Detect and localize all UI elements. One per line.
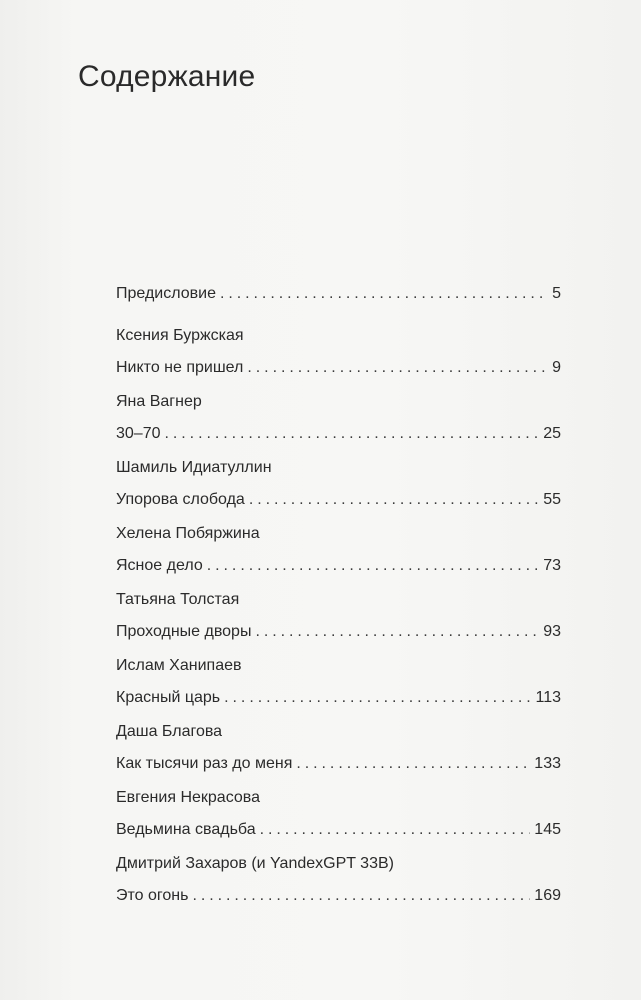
toc-page-number: 169: [534, 887, 561, 904]
dot-leader: [249, 484, 539, 516]
toc-title: Ясное дело: [116, 557, 203, 574]
toc-title: Проходные дворы: [116, 623, 252, 640]
toc-page-number: 55: [543, 491, 561, 508]
toc-line: [116, 814, 561, 846]
dot-leader: [224, 682, 531, 714]
toc-entry-preface: [116, 278, 561, 310]
dot-leader: [296, 748, 530, 780]
toc-page-number: 93: [543, 623, 561, 640]
toc-entry: [116, 452, 561, 516]
toc-line: [116, 418, 561, 450]
toc-author: Яна Вагнер: [116, 393, 202, 410]
toc-title: Никто не пришел: [116, 359, 244, 376]
toc-entry: [116, 782, 561, 846]
toc-page-number: 9: [552, 359, 561, 376]
toc-line: [116, 748, 561, 780]
dot-leader: [220, 278, 548, 310]
toc-title: Упорова слобода: [116, 491, 245, 508]
dot-leader: [165, 418, 540, 450]
toc-entry: [116, 518, 561, 582]
toc-line: [116, 616, 561, 648]
toc-title: Красный царь: [116, 689, 221, 706]
toc-line: [116, 278, 561, 310]
toc-page-number: 73: [543, 557, 561, 574]
toc-line: [116, 550, 561, 582]
toc-entry: [116, 320, 561, 384]
toc-page-number: 133: [534, 755, 561, 772]
toc-line: [116, 880, 561, 912]
toc-author: Шамиль Идиатуллин: [116, 459, 272, 476]
toc-entry: [116, 848, 561, 912]
dot-leader: [192, 880, 530, 912]
toc-line: [116, 484, 561, 516]
toc-title: Как тысячи раз до меня: [116, 755, 293, 772]
toc-author: Евгения Некрасова: [116, 789, 260, 806]
toc-title: Ведьмина свадьба: [116, 821, 256, 838]
toc-title: Это огонь: [116, 887, 189, 904]
toc-author: Ксения Буржская: [116, 327, 244, 344]
dot-leader: [255, 616, 539, 648]
toc-author: Хелена Побяржина: [116, 525, 260, 542]
page-title: Содержание: [78, 60, 256, 93]
toc-page-number: 5: [552, 285, 561, 302]
toc-title: Предисловие: [116, 285, 216, 302]
toc-author: Ислам Ханипаев: [116, 657, 242, 674]
toc-author: Дмитрий Захаров (и YandexGPT 33B): [116, 855, 394, 872]
toc-entry: [116, 716, 561, 780]
toc-line: [116, 352, 561, 384]
table-of-contents: [116, 278, 561, 912]
toc-page-number: 145: [534, 821, 561, 838]
toc-author: Татьяна Толстая: [116, 591, 240, 608]
dot-leader: [260, 814, 531, 846]
dot-leader: [247, 352, 548, 384]
toc-entry: [116, 386, 561, 450]
toc-line: [116, 682, 561, 714]
toc-page-number: 25: [543, 425, 561, 442]
dot-leader: [207, 550, 539, 582]
toc-author: Даша Благова: [116, 723, 223, 740]
toc-entry: [116, 584, 561, 648]
toc-title: 30–70: [116, 425, 161, 442]
toc-entry: [116, 650, 561, 714]
toc-page-number: 113: [535, 689, 561, 706]
